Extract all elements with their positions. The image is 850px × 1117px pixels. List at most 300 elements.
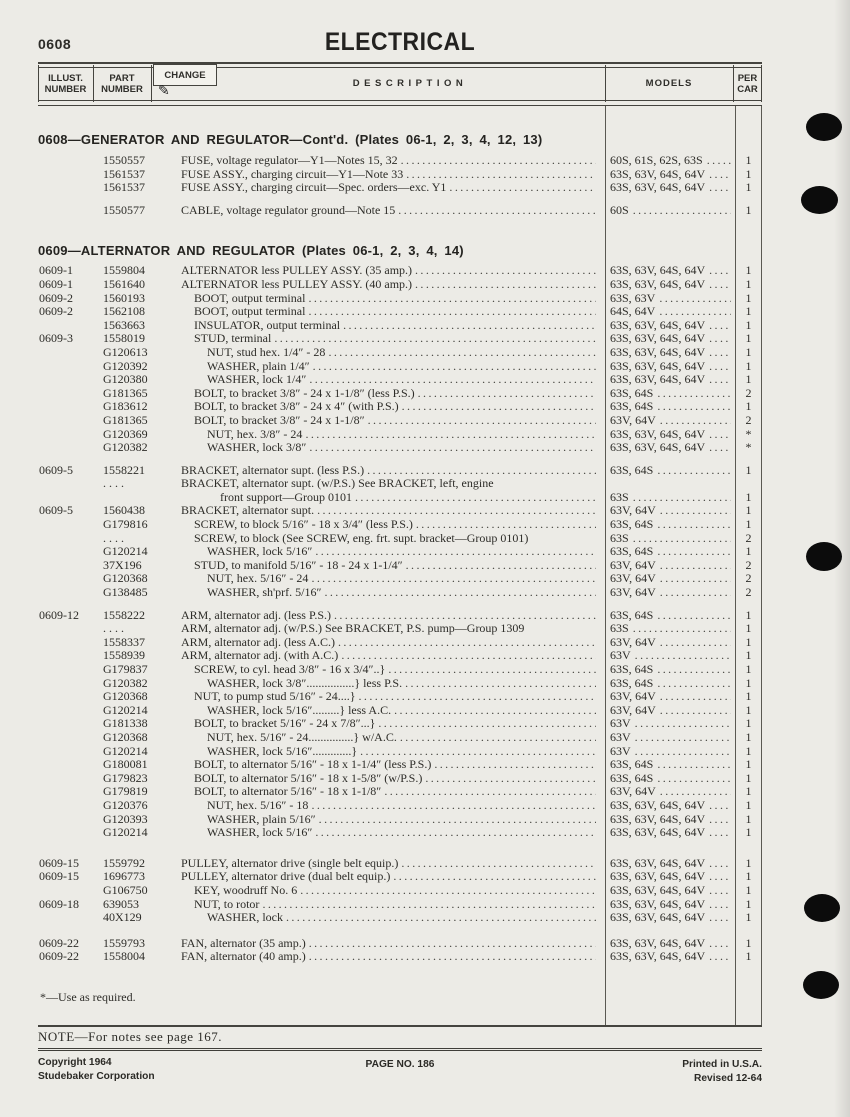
table-row (38, 572, 762, 586)
dot-leader (334, 609, 596, 623)
dot-leader (415, 264, 596, 278)
per-car: 1 (745, 202, 752, 217)
part-number: 1561537 (103, 180, 145, 195)
table-row (38, 622, 762, 636)
description: BOLT, to alternator 5/16″ - 18 x 1-1/8″ ..... (181, 785, 596, 799)
part-number: 1558337 (103, 634, 145, 649)
description: FUSE ASSY., charging circuit—Y1—Note 33 ..... (181, 168, 596, 182)
per-car: 1 (745, 662, 752, 676)
dot-leader (635, 649, 731, 663)
description: WASHER, lock 3/8″ ..... (181, 441, 596, 455)
per-car: 1 (745, 517, 752, 532)
part-number: G120214 (103, 702, 148, 717)
dot-leader (325, 586, 597, 600)
dot-leader (418, 387, 596, 401)
column-header-text: PART (109, 73, 135, 84)
column-header-text: CAR (737, 84, 758, 95)
description: BOLT, to bracket 3/8″ - 24 x 4″ (with P.S.) ..... (181, 400, 596, 414)
column-header-text: NUMBER (101, 84, 143, 95)
per-car: 1 (745, 621, 752, 636)
dot-leader (393, 870, 596, 884)
dot-leader (401, 154, 596, 168)
dot-leader (709, 826, 731, 840)
column-header-description: DESCRIPTION (352, 78, 468, 89)
table-row (38, 491, 762, 505)
description: WASHER, lock 5/16″.............} ..... (181, 745, 596, 759)
dot-leader (635, 717, 731, 731)
dot-leader (709, 428, 731, 442)
models: 63V, 64V ..... (610, 572, 731, 586)
part-number: 40X129 (103, 910, 142, 925)
models: 63S, 63V, 64S, 64V ..... (610, 332, 731, 346)
table-row (38, 826, 762, 840)
table-body (38, 106, 762, 1027)
models: 63S, 63V, 64S, 64V ..... (610, 911, 731, 925)
page-title: ELECTRICAL (324, 28, 476, 56)
part-number: 1560438 (103, 503, 145, 518)
table-row (38, 373, 762, 387)
description: STUD, to manifold 5/16″ - 18 - 24 x 1-1/4″ ..... (181, 559, 596, 573)
table-row (38, 559, 762, 573)
part-number: . . . . (103, 476, 124, 491)
dot-leader (378, 717, 596, 731)
description: NUT, hex. 5/16″ - 24...............} w/A.C. ..... (181, 731, 596, 745)
per-car: 1 (745, 935, 752, 950)
models: 63V, 64V ..... (610, 586, 731, 600)
dot-leader (274, 332, 596, 346)
models: 63S, 63V, 64S, 64V ..... (610, 898, 731, 912)
part-number: G181365 (103, 412, 148, 427)
part-number: G181338 (103, 716, 148, 731)
table-row (38, 387, 762, 401)
models: 63V, 64V ..... (610, 785, 731, 799)
dot-leader (657, 758, 731, 772)
row-group (38, 609, 762, 840)
dot-leader (709, 950, 731, 964)
table-row (38, 168, 762, 182)
table-row (38, 346, 762, 360)
dot-leader (415, 278, 596, 292)
illust-number: 0609-2 (39, 290, 73, 305)
part-number: G120369 (103, 426, 148, 441)
models: 63S, 63V, 64S, 64V ..... (610, 857, 731, 871)
dot-leader (633, 532, 731, 546)
models: 63S, 63V, 64S, 64V ..... (610, 826, 731, 840)
dot-leader (341, 649, 596, 663)
per-car: 1 (745, 489, 752, 504)
dot-leader (709, 911, 731, 925)
models: 63S, 64S ..... (610, 758, 731, 772)
table-row (38, 690, 762, 704)
description: BOLT, to bracket 3/8″ - 24 x 1-1/8″ (less P.S.) ..... (181, 387, 596, 401)
table-row (38, 609, 762, 623)
dot-leader (311, 572, 596, 586)
dot-leader (401, 857, 596, 871)
models: 63V ..... (610, 731, 731, 745)
column-header-text: ILLUST. (48, 73, 83, 84)
dot-leader (309, 373, 596, 387)
description: BOLT, to alternator 5/16″ - 18 x 1-1/4″ (less P.S.) ..... (181, 758, 596, 772)
table-row (38, 870, 762, 884)
part-number: G120392 (103, 358, 148, 373)
table-row (38, 441, 762, 455)
table-row (38, 278, 762, 292)
dot-leader (660, 586, 731, 600)
per-car: 1 (745, 729, 752, 744)
models: 63S, 64S ..... (610, 518, 731, 532)
per-car: 1 (745, 811, 752, 826)
table-row (38, 884, 762, 898)
row-group (38, 464, 762, 600)
column-header-illust-number (38, 73, 93, 95)
part-number: 1558939 (103, 648, 145, 663)
dot-leader (657, 663, 731, 677)
per-car: 1 (745, 180, 752, 195)
table-row (38, 677, 762, 691)
per-car: 1 (745, 910, 752, 925)
column-header-part-number (93, 73, 151, 95)
table-row (38, 950, 762, 964)
dot-leader (657, 545, 731, 559)
dot-leader (709, 264, 731, 278)
description: INSULATOR, output terminal ..... (181, 319, 596, 333)
per-car: 1 (745, 304, 752, 319)
header-divider (151, 65, 152, 102)
dot-leader (709, 870, 731, 884)
table-row (38, 532, 762, 546)
per-car: 2 (745, 571, 752, 586)
per-car: 1 (745, 344, 752, 359)
dot-leader (660, 504, 731, 518)
part-number: 1559792 (103, 855, 145, 870)
per-car: 1 (745, 675, 752, 690)
dot-leader (709, 898, 731, 912)
dot-leader (709, 319, 731, 333)
part-number: . . . . (103, 621, 124, 636)
models: 63S, 63V, 64S, 64V ..... (610, 937, 731, 951)
dot-leader (311, 799, 596, 813)
models: 63S, 63V, 64S, 64V ..... (610, 319, 731, 333)
table-row (38, 319, 762, 333)
binding-hole-icon (801, 186, 838, 214)
printed-line: Revised 12-64 (694, 1072, 762, 1084)
dot-leader (355, 491, 596, 505)
dot-leader (359, 690, 596, 704)
dot-leader (360, 745, 596, 759)
dot-leader (406, 559, 596, 573)
table-row (38, 504, 762, 518)
per-car: 2 (745, 412, 752, 427)
models: 63S, 63V, 64S, 64V ..... (610, 799, 731, 813)
description: SCREW, to cyl. head 3/8″ - 16 x 3/4″..} ..... (181, 663, 596, 677)
dot-leader (659, 292, 731, 306)
part-number: 1559804 (103, 263, 145, 278)
dot-leader (635, 745, 731, 759)
per-car: 2 (745, 385, 752, 400)
copyright-line: Studebaker Corporation (38, 1070, 155, 1082)
table-row (38, 857, 762, 871)
models: 63S, 64S ..... (610, 663, 731, 677)
per-car: 1 (745, 770, 752, 785)
dot-leader (633, 491, 731, 505)
models: 63S, 63V, 64S, 64V ..... (610, 813, 731, 827)
part-number: G179823 (103, 770, 148, 785)
description: BRACKET, alternator supt. ..... (181, 504, 596, 518)
description: ALTERNATOR less PULLEY ASSY. (40 amp.) ..... (181, 278, 596, 292)
part-number: G120376 (103, 797, 148, 812)
table-row (38, 731, 762, 745)
models: 60S ..... (610, 204, 731, 218)
part-number: 1558004 (103, 949, 145, 964)
illust-number: 0609-12 (39, 607, 79, 622)
printed-line: Printed in U.S.A. (682, 1059, 762, 1070)
table-header (38, 62, 762, 106)
part-number: G120382 (103, 675, 148, 690)
description: STUD, terminal ..... (181, 332, 596, 346)
dot-leader (657, 772, 731, 786)
dot-leader (657, 387, 731, 401)
description: WASHER, lock 5/16″ ..... (181, 826, 596, 840)
part-number: G180081 (103, 757, 148, 772)
models: 60S, 61S, 62S, 63S ..... (610, 154, 731, 168)
description: NUT, hex. 5/16″ - 24 ..... (181, 572, 596, 586)
illust-number: 0609-3 (39, 331, 73, 346)
part-number: G106750 (103, 882, 148, 897)
models: 63S, 64S ..... (610, 545, 731, 559)
description: ARM, alternator adj. (with A.C.) ..... (181, 649, 596, 663)
models: 63S, 64S ..... (610, 609, 731, 623)
dot-leader (709, 346, 731, 360)
part-number: G181365 (103, 385, 148, 400)
dot-leader (660, 636, 731, 650)
dot-leader (709, 884, 731, 898)
per-car: 1 (745, 263, 752, 278)
models: 63S, 63V, 64S, 64V ..... (610, 360, 731, 374)
dot-leader (315, 545, 596, 559)
table-row (38, 937, 762, 951)
table-row (38, 911, 762, 925)
description: BOLT, to bracket 3/8″ - 24 x 1-1/8″ ..... (181, 414, 596, 428)
per-car: 1 (745, 949, 752, 964)
part-number: G120368 (103, 571, 148, 586)
part-number: 1561537 (103, 166, 145, 181)
part-number: 1558019 (103, 331, 145, 346)
per-car: 1 (745, 716, 752, 731)
dot-leader (660, 559, 731, 573)
per-car: 1 (745, 358, 752, 373)
per-car: 1 (745, 757, 752, 772)
illust-number: 0609-15 (39, 855, 79, 870)
description: WASHER, lock 1/4″ ..... (181, 373, 596, 387)
part-number: 1561640 (103, 276, 145, 291)
table-row (38, 586, 762, 600)
description: NUT, hex. 3/8″ - 24 ..... (181, 428, 596, 442)
description: ARM, alternator adj. (less P.S.) ..... (181, 609, 596, 623)
models: 63V, 64V ..... (610, 414, 731, 428)
models: 63S ..... (610, 532, 731, 546)
dot-leader (709, 181, 731, 195)
illust-number: 0609-22 (39, 935, 79, 950)
dot-leader (709, 373, 731, 387)
table-row (38, 464, 762, 478)
part-number: 639053 (103, 896, 139, 911)
dot-leader (709, 360, 731, 374)
description: BOOT, output terminal ..... (181, 292, 596, 306)
dot-leader (657, 400, 731, 414)
models: 63S, 64S ..... (610, 772, 731, 786)
illust-number: 0609-15 (39, 869, 79, 884)
section-heading: 0608—GENERATOR AND REGULATOR—Cont'd. (Plates 06-1, 2, 3, 4, 12, 13) (38, 132, 543, 147)
description: ARM, alternator adj. (w/P.S.) See BRACKET, P.S. pump—Group 1309 (181, 621, 525, 636)
dot-leader (709, 441, 731, 455)
models: 63V ..... (610, 717, 731, 731)
table-row (38, 813, 762, 827)
models: 63S, 63V, 64S, 64V ..... (610, 168, 731, 182)
models: 63S, 63V, 64S, 64V ..... (610, 428, 731, 442)
row-group (38, 264, 762, 454)
models: 63S, 63V, 64S, 64V ..... (610, 278, 731, 292)
page-number: PAGE NO. 186 (365, 1059, 435, 1070)
description: ARM, alternator adj. (less A.C.) ..... (181, 636, 596, 650)
description: BRACKET, alternator supt. (w/P.S.) See BRACKET, left, engine (181, 476, 494, 491)
per-car: 1 (745, 855, 752, 870)
dot-leader (262, 898, 596, 912)
per-car: 2 (745, 557, 752, 572)
models: 63S, 63V, 64S, 64V ..... (610, 264, 731, 278)
table-row (38, 428, 762, 442)
per-car: 1 (745, 503, 752, 518)
description: FAN, alternator (40 amp.) ..... (181, 950, 596, 964)
row-group (38, 937, 762, 964)
table-row (38, 305, 762, 319)
dot-leader (657, 677, 731, 691)
printed-block (682, 1058, 762, 1085)
models: 63S ..... (610, 622, 731, 636)
description: WASHER, plain 5/16″ ..... (181, 813, 596, 827)
table-row (38, 717, 762, 731)
per-car: 1 (745, 153, 752, 167)
description: front support—Group 0101 ..... (181, 491, 596, 505)
change-pencil-icon: ✎ (158, 83, 170, 99)
table-row (38, 636, 762, 650)
description: FAN, alternator (35 amp.) ..... (181, 937, 596, 951)
part-number: 1558222 (103, 607, 145, 622)
dot-leader (317, 504, 596, 518)
column-header-text: CHANGE (164, 69, 206, 81)
table-row (38, 292, 762, 306)
models: 63S, 64S ..... (610, 677, 731, 691)
per-car: 1 (745, 462, 752, 477)
per-car: 1 (745, 372, 752, 387)
part-number: 1559793 (103, 935, 145, 950)
part-number: G138485 (103, 585, 148, 600)
dot-leader (449, 181, 596, 195)
models: 63S, 63V, 64S, 64V ..... (610, 870, 731, 884)
illust-number: 0609-5 (39, 462, 73, 477)
per-car: 1 (745, 276, 752, 291)
description: WASHER, lock 5/16″.........} less A.C. ..... (181, 704, 596, 718)
table-row (38, 545, 762, 559)
dot-leader (657, 609, 731, 623)
dot-leader (709, 937, 731, 951)
dot-leader (309, 441, 596, 455)
table-row (38, 799, 762, 813)
dot-leader (707, 154, 731, 168)
description: WASHER, plain 1/4″ ..... (181, 360, 596, 374)
dot-leader (368, 414, 596, 428)
per-car: * (745, 440, 752, 455)
description: FUSE ASSY., charging circuit—Spec. orders—exc. Y1 ..... (181, 181, 596, 195)
column-header-text: PER (737, 73, 758, 84)
part-number: G183612 (103, 399, 148, 414)
dot-leader (416, 518, 596, 532)
dot-leader (657, 464, 731, 478)
description: WASHER, lock ..... (181, 911, 596, 925)
table-row (38, 181, 762, 195)
models: 63S, 64S ..... (610, 464, 731, 478)
dot-leader (286, 911, 596, 925)
page-code: 0608 (38, 36, 72, 52)
table-row (38, 704, 762, 718)
per-car: 1 (745, 317, 752, 332)
dot-leader (659, 305, 731, 319)
per-car: 1 (745, 784, 752, 799)
table-row (38, 649, 762, 663)
part-number: 1696773 (103, 869, 145, 884)
dot-leader (309, 950, 596, 964)
table-row (38, 332, 762, 346)
illust-number: 0609-1 (39, 276, 73, 291)
per-car: 1 (745, 882, 752, 897)
table-row (38, 414, 762, 428)
models: 63S ..... (610, 491, 731, 505)
dot-leader (425, 772, 596, 786)
dot-leader (709, 857, 731, 871)
description: NUT, hex. 5/16″ - 18 ..... (181, 799, 596, 813)
table-row (38, 518, 762, 532)
part-number: G120368 (103, 729, 148, 744)
dot-leader (394, 704, 596, 718)
models: 63V, 64V ..... (610, 636, 731, 650)
dot-leader (660, 690, 731, 704)
models: 64S, 64V ..... (610, 305, 731, 319)
dot-leader (367, 464, 596, 478)
table-row (38, 898, 762, 912)
dot-leader (660, 414, 731, 428)
part-number: G179816 (103, 517, 148, 532)
models: 63V, 64V ..... (610, 704, 731, 718)
table-row (38, 204, 762, 218)
dot-leader (338, 636, 596, 650)
dot-leader (660, 785, 731, 799)
models: 63S, 63V, 64S, 64V ..... (610, 181, 731, 195)
part-number: G120393 (103, 811, 148, 826)
per-car: * (745, 426, 752, 441)
description: KEY, woodruff No. 6 ..... (181, 884, 596, 898)
note-line: NOTE—For notes see page 167. (38, 1028, 762, 1051)
part-number: G179819 (103, 784, 148, 799)
per-car: 1 (745, 634, 752, 649)
copyright-line: Copyright 1964 (38, 1057, 112, 1068)
dot-leader (709, 799, 731, 813)
per-car: 2 (745, 585, 752, 600)
dot-leader (315, 826, 596, 840)
dot-leader (406, 168, 596, 182)
models: 63S, 63V, 64S, 64V ..... (610, 441, 731, 455)
description: ALTERNATOR less PULLEY ASSY. (35 amp.) ..... (181, 264, 596, 278)
table-row (38, 400, 762, 414)
dot-leader (305, 428, 596, 442)
